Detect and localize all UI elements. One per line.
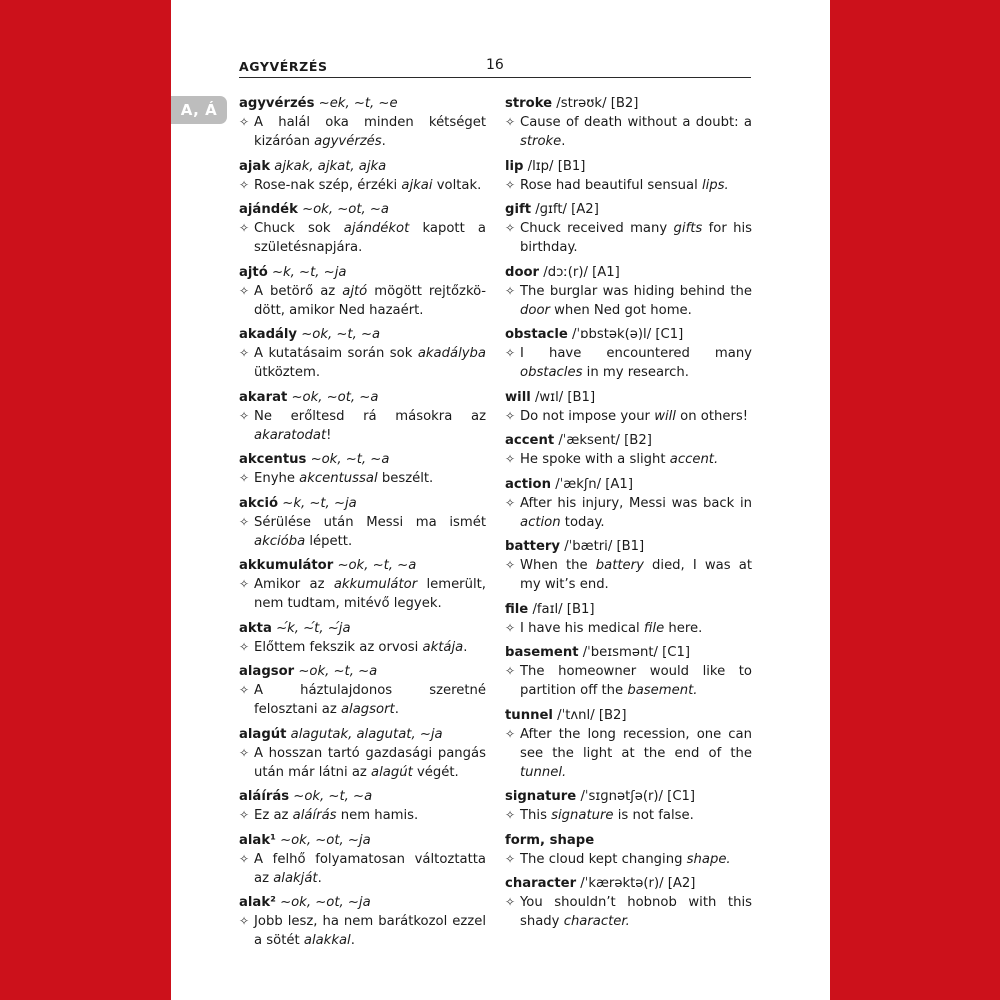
inflection-forms: ~ok, ~t, ~a bbox=[294, 664, 378, 679]
pronunciation-level: /ˈbætri/ [B1] bbox=[560, 539, 645, 554]
entry-headline bbox=[239, 893, 486, 912]
headword: battery bbox=[505, 539, 560, 554]
example-sentence bbox=[505, 113, 752, 151]
headword: alagút bbox=[239, 726, 287, 742]
headword: aláírás bbox=[239, 789, 290, 804]
example-text: Előttem fekszik az orvosi bbox=[254, 639, 423, 655]
dictionary-entry-accent bbox=[505, 431, 752, 469]
example-sentence bbox=[505, 282, 752, 320]
headword: door bbox=[505, 264, 540, 280]
entry-headline bbox=[505, 643, 752, 662]
example-keyword: agyvérzés bbox=[314, 134, 382, 149]
example-sentence bbox=[505, 850, 752, 869]
example-text: in my research. bbox=[582, 365, 689, 380]
example-sentence bbox=[505, 344, 752, 382]
pronunciation-level: /ˈækʃn/ [A1] bbox=[551, 476, 633, 492]
example-text: Ez az bbox=[254, 808, 293, 823]
example-text: Sérülése után Messi ma ismét bbox=[254, 514, 486, 530]
example-sentence bbox=[239, 681, 486, 719]
entry-headline bbox=[505, 157, 752, 176]
headword: akkumulátor bbox=[239, 558, 334, 573]
example-text: when Ned got home. bbox=[549, 302, 692, 318]
entry-headline bbox=[239, 263, 486, 282]
example-text: A betörő az bbox=[254, 283, 343, 299]
example-keyword: akkumulátor bbox=[333, 577, 418, 592]
entry-headline bbox=[505, 431, 752, 450]
pronunciation-level: /ˈkærəktə(r)/ [A2] bbox=[576, 876, 696, 891]
inflection-forms: ~k, ~t, ~ja bbox=[278, 495, 357, 511]
example-sentence bbox=[505, 893, 752, 931]
example-sentence bbox=[239, 638, 486, 657]
example-text: Enyhe bbox=[254, 471, 300, 486]
page-number: 16 bbox=[486, 57, 504, 73]
sparkle-bullet-icon: ✧ bbox=[505, 558, 516, 572]
headword: alagsor bbox=[239, 664, 295, 679]
example-sentence bbox=[239, 282, 486, 320]
example-keyword: lips. bbox=[701, 177, 729, 193]
example-keyword: akcióba bbox=[254, 533, 306, 549]
entry-headline bbox=[505, 600, 752, 619]
example-text: A felhő folyamatosan változtatta az bbox=[254, 851, 486, 886]
headword: ajak bbox=[239, 158, 271, 174]
entry-headline bbox=[505, 537, 752, 556]
entry-headline bbox=[239, 787, 486, 806]
example-sentence bbox=[239, 806, 486, 825]
example-text: Chuck received many bbox=[520, 221, 674, 236]
sparkle-bullet-icon: ✧ bbox=[505, 283, 516, 298]
inflection-forms: ~ek, ~t, ~e bbox=[314, 96, 398, 111]
entry-headline bbox=[505, 787, 752, 806]
sparkle-bullet-icon: ✧ bbox=[505, 726, 516, 741]
example-sentence bbox=[239, 176, 486, 195]
sparkle-bullet-icon: ✧ bbox=[239, 577, 250, 591]
example-text: A halál oka minden kétséget kizáróan bbox=[254, 115, 486, 149]
headword: basement bbox=[505, 645, 579, 660]
entry-headline bbox=[239, 831, 486, 850]
example-sentence bbox=[505, 450, 752, 469]
sparkle-bullet-icon: ✧ bbox=[239, 471, 250, 485]
example-keyword: aláírás bbox=[292, 808, 337, 823]
entry-headline bbox=[505, 388, 752, 407]
example-keyword: basement. bbox=[627, 683, 698, 698]
sparkle-bullet-icon: ✧ bbox=[505, 177, 516, 192]
headword: alak¹ bbox=[239, 832, 276, 848]
dictionary-entry-tunnel bbox=[505, 706, 752, 782]
example-text: You shouldn’t hobnob with this shady bbox=[520, 895, 752, 929]
entry-headline bbox=[505, 475, 752, 494]
headword: action bbox=[505, 476, 551, 492]
example-sentence bbox=[239, 850, 486, 888]
example-sentence bbox=[239, 513, 486, 551]
example-text: A háztulajdonos szeretné felosztani az bbox=[254, 683, 486, 717]
inflection-forms: ~ok, ~ot, ~a bbox=[297, 202, 390, 217]
headword: ajándék bbox=[239, 202, 298, 217]
example-text: voltak. bbox=[432, 177, 482, 193]
dictionary-entry-akkumulator bbox=[239, 556, 486, 613]
headword: accent bbox=[505, 433, 555, 448]
example-keyword: will bbox=[654, 408, 676, 424]
example-keyword: stroke bbox=[520, 134, 562, 149]
entry-headline bbox=[239, 725, 486, 744]
example-text: . bbox=[317, 870, 322, 886]
inflection-forms: ~ok, ~ot, ~a bbox=[287, 389, 379, 405]
dictionary-entry-akarat bbox=[239, 388, 486, 445]
dictionary-entry-basement bbox=[505, 643, 752, 700]
dictionary-entry-alak2 bbox=[239, 893, 486, 950]
english-column bbox=[505, 94, 752, 937]
dictionary-entry-gift bbox=[505, 200, 752, 257]
pronunciation-level: /ɡɪft/ [A2] bbox=[531, 202, 599, 217]
sparkle-bullet-icon: ✧ bbox=[239, 639, 250, 654]
example-text: The homeowner would like to partition off the bbox=[520, 664, 752, 698]
dictionary-entry-alairas bbox=[239, 787, 486, 825]
example-text: Do not impose your bbox=[520, 408, 655, 424]
entry-headline bbox=[239, 450, 486, 469]
example-sentence bbox=[505, 494, 752, 532]
example-sentence bbox=[239, 744, 486, 782]
example-keyword: akaratodat bbox=[254, 427, 327, 443]
entry-headline bbox=[505, 94, 752, 113]
entry-headline bbox=[239, 388, 486, 407]
entry-headline bbox=[239, 157, 486, 176]
dictionary-entry-alak1 bbox=[239, 831, 486, 888]
dictionary-entry-akadaly bbox=[239, 325, 486, 382]
example-text: ! bbox=[326, 427, 332, 443]
example-text: Ne erőltesd rá másokra az bbox=[254, 408, 486, 424]
dictionary-entry-door bbox=[505, 263, 752, 320]
headword: alak² bbox=[239, 895, 276, 910]
sparkle-bullet-icon: ✧ bbox=[505, 664, 516, 678]
pronunciation-level: /lɪp/ [B1] bbox=[523, 158, 586, 174]
sparkle-bullet-icon: ✧ bbox=[239, 115, 250, 129]
entry-headline bbox=[239, 325, 486, 344]
sparkle-bullet-icon: ✧ bbox=[505, 620, 516, 635]
dictionary-entry-agyverzes bbox=[239, 94, 486, 151]
example-text: When the bbox=[520, 558, 596, 573]
inflection-forms: ~ok, ~t, ~a bbox=[297, 327, 381, 342]
dictionary-entry-akcio bbox=[239, 494, 486, 551]
dictionary-entry-stroke bbox=[505, 94, 752, 151]
sparkle-bullet-icon: ✧ bbox=[505, 495, 516, 510]
example-sentence bbox=[505, 806, 752, 825]
sparkle-bullet-icon: ✧ bbox=[239, 221, 250, 235]
inflection-forms: ~ok, ~ot, ~ja bbox=[275, 895, 371, 910]
headword: ajtó bbox=[239, 264, 268, 280]
inflection-forms: ~ok, ~ot, ~ja bbox=[275, 832, 371, 848]
headword: stroke bbox=[505, 96, 553, 111]
entry-headline bbox=[239, 200, 486, 219]
hungarian-column bbox=[239, 94, 486, 956]
example-keyword: akadályba bbox=[417, 346, 486, 361]
example-keyword: alagsort bbox=[340, 702, 395, 717]
entry-headline bbox=[505, 200, 752, 219]
headword: will bbox=[505, 389, 531, 405]
entry-headline bbox=[505, 325, 752, 344]
pronunciation-level: /ˈɒbstək(ə)l/ [C1] bbox=[567, 327, 684, 342]
sparkle-bullet-icon: ✧ bbox=[239, 851, 250, 866]
example-keyword: alakját bbox=[273, 870, 318, 886]
example-text: nem hamis. bbox=[336, 808, 419, 823]
dictionary-entry-ajto bbox=[239, 263, 486, 320]
entry-headline bbox=[239, 619, 486, 638]
example-keyword: ajkai bbox=[401, 177, 433, 193]
inflection-forms: ~ok, ~t, ~a bbox=[289, 789, 373, 804]
example-text: is not false. bbox=[613, 808, 694, 823]
entry-headline bbox=[505, 263, 752, 282]
example-keyword: aktája bbox=[422, 639, 464, 655]
headword: gift bbox=[505, 202, 532, 217]
example-sentence bbox=[239, 407, 486, 445]
headword: lip bbox=[505, 158, 524, 174]
example-keyword: ajtó bbox=[342, 283, 368, 299]
headword: tunnel bbox=[505, 707, 553, 723]
entry-headline bbox=[239, 662, 486, 681]
example-text: . bbox=[394, 702, 399, 717]
entry-headline bbox=[505, 874, 752, 893]
dictionary-entry-will bbox=[505, 388, 752, 426]
headword: akadály bbox=[239, 327, 298, 342]
sparkle-bullet-icon: ✧ bbox=[239, 408, 250, 423]
example-keyword: door bbox=[520, 302, 550, 318]
example-text: lépett. bbox=[305, 533, 353, 549]
pronunciation-level: /ˈsɪɡnətʃə(r)/ [C1] bbox=[576, 789, 696, 804]
dictionary-entry-action bbox=[505, 475, 752, 532]
example-keyword: alakkal bbox=[303, 933, 351, 948]
sparkle-bullet-icon: ✧ bbox=[505, 452, 516, 466]
example-text: After the long recession, one can see the light at the end of the bbox=[520, 726, 752, 761]
dictionary-entry-form-shape bbox=[505, 831, 752, 869]
dictionary-entry-ajak bbox=[239, 157, 486, 195]
example-sentence bbox=[239, 344, 486, 382]
dictionary-page bbox=[171, 0, 830, 1000]
dictionary-entry-akcentus bbox=[239, 450, 486, 488]
example-text: Rose had beautiful sensual bbox=[520, 177, 702, 193]
example-text: beszélt. bbox=[377, 471, 434, 486]
example-text: . bbox=[561, 134, 566, 149]
entry-headline bbox=[239, 556, 486, 575]
example-text: on others! bbox=[675, 408, 749, 424]
example-sentence bbox=[239, 219, 486, 257]
sparkle-bullet-icon: ✧ bbox=[239, 745, 250, 760]
example-keyword: action bbox=[520, 514, 561, 530]
example-keyword: ajándékot bbox=[343, 221, 410, 236]
headword: character bbox=[505, 876, 577, 891]
example-text: mögött rejtőzködött, amikor Ned hazaért. bbox=[254, 283, 486, 318]
pronunciation-level: /ˈtʌnl/ [B2] bbox=[552, 707, 627, 723]
example-keyword: alagút bbox=[371, 764, 413, 780]
headword: akarat bbox=[239, 389, 288, 405]
example-text: died, I was at my wit’s end. bbox=[520, 558, 752, 592]
entry-headline bbox=[239, 94, 486, 113]
letter-tab: A, Á bbox=[171, 96, 227, 124]
pronunciation-level: /dɔː(r)/ [A1] bbox=[539, 264, 620, 280]
sparkle-bullet-icon: ✧ bbox=[505, 408, 516, 423]
dictionary-entry-alagut bbox=[239, 725, 486, 782]
example-text: végét. bbox=[412, 764, 459, 780]
sparkle-bullet-icon: ✧ bbox=[239, 514, 250, 529]
inflection-forms: ajkak, ajkat, ajka bbox=[270, 158, 387, 174]
example-text: Chuck sok bbox=[254, 221, 344, 236]
entry-headline bbox=[239, 494, 486, 513]
sparkle-bullet-icon: ✧ bbox=[239, 683, 250, 697]
headword: form, shape bbox=[505, 832, 595, 848]
example-sentence bbox=[239, 912, 486, 950]
example-text: A kutatásaim során sok bbox=[254, 346, 418, 361]
sparkle-bullet-icon: ✧ bbox=[505, 221, 516, 235]
example-text: . bbox=[463, 639, 468, 655]
example-text: today. bbox=[560, 514, 605, 530]
example-text: Amikor az bbox=[254, 577, 334, 592]
headword: akcentus bbox=[239, 452, 307, 467]
example-text: kapott a születésnapjára. bbox=[254, 221, 486, 255]
entry-headline bbox=[505, 706, 752, 725]
sparkle-bullet-icon: ✧ bbox=[505, 808, 516, 822]
running-head: AGYVÉRZÉS bbox=[239, 59, 328, 74]
example-keyword: gifts bbox=[673, 221, 703, 236]
example-text: The cloud kept changing bbox=[520, 851, 687, 867]
sparkle-bullet-icon: ✧ bbox=[505, 895, 516, 909]
example-sentence bbox=[505, 662, 752, 700]
pronunciation-level: /faɪl/ [B1] bbox=[528, 601, 595, 617]
sparkle-bullet-icon: ✧ bbox=[505, 346, 516, 360]
example-keyword: file bbox=[643, 620, 665, 636]
dictionary-entry-file bbox=[505, 600, 752, 638]
dictionary-entry-akta bbox=[239, 619, 486, 657]
pronunciation-level: /ˈbeɪsmənt/ [C1] bbox=[578, 645, 691, 660]
inflection-forms: ~k, ~t, ~ja bbox=[267, 264, 347, 280]
inflection-forms: alagutak, alagutat, ~ja bbox=[286, 726, 443, 742]
example-sentence bbox=[239, 469, 486, 488]
inflection-forms: ~ok, ~t, ~a bbox=[333, 558, 417, 573]
example-sentence bbox=[505, 619, 752, 638]
example-keyword: akcentussal bbox=[299, 471, 378, 486]
example-sentence bbox=[239, 113, 486, 151]
example-text: I have encountered many bbox=[520, 346, 752, 361]
sparkle-bullet-icon: ✧ bbox=[505, 851, 516, 866]
dictionary-entry-alagsor bbox=[239, 662, 486, 719]
example-keyword: shape. bbox=[686, 851, 731, 867]
example-text: . bbox=[381, 134, 386, 149]
example-keyword: tunnel. bbox=[520, 764, 567, 780]
example-text: . bbox=[350, 933, 355, 948]
example-text: A hosszan tartó gazdasági pangás után már látni az bbox=[254, 745, 486, 780]
headword: file bbox=[505, 601, 529, 617]
dictionary-entry-character bbox=[505, 874, 752, 931]
sparkle-bullet-icon: ✧ bbox=[239, 808, 250, 822]
example-keyword: signature bbox=[551, 808, 614, 823]
dictionary-entry-ajandek bbox=[239, 200, 486, 257]
headword: signature bbox=[505, 789, 577, 804]
example-keyword: character. bbox=[563, 914, 630, 929]
example-text: He spoke with a slight bbox=[520, 452, 670, 467]
sparkle-bullet-icon: ✧ bbox=[239, 914, 250, 928]
sparkle-bullet-icon: ✧ bbox=[505, 115, 516, 129]
example-keyword: obstacles bbox=[520, 365, 583, 380]
headword: agyvérzés bbox=[239, 96, 315, 111]
sparkle-bullet-icon: ✧ bbox=[239, 283, 250, 298]
example-text: Cause of death without a doubt: a bbox=[520, 115, 752, 130]
headword: obstacle bbox=[505, 327, 568, 342]
pronunciation-level: /wɪl/ [B1] bbox=[530, 389, 596, 405]
pronunciation-level: /strəʊk/ [B2] bbox=[552, 96, 639, 111]
dictionary-entry-obstacle bbox=[505, 325, 752, 382]
pronunciation-level: /ˈæksent/ [B2] bbox=[554, 433, 652, 448]
example-sentence bbox=[505, 725, 752, 782]
example-text: After his injury, Messi was back in bbox=[520, 495, 752, 511]
header-rule bbox=[239, 77, 751, 78]
dictionary-entry-signature bbox=[505, 787, 752, 825]
example-text: Jobb lesz, ha nem barátkozol ezzel a sötét bbox=[254, 914, 486, 948]
headword: akció bbox=[239, 495, 279, 511]
dictionary-entry-lip bbox=[505, 157, 752, 195]
example-text: I have his medical bbox=[520, 620, 644, 636]
example-keyword: accent. bbox=[669, 452, 719, 467]
example-text: The burglar was hiding behind the bbox=[520, 283, 752, 299]
entry-headline bbox=[505, 831, 752, 850]
inflection-forms: ~́k, ~́t, ~́ja bbox=[271, 620, 351, 636]
example-sentence bbox=[239, 575, 486, 613]
sparkle-bullet-icon: ✧ bbox=[239, 346, 250, 360]
example-text: here. bbox=[664, 620, 703, 636]
example-sentence bbox=[505, 219, 752, 257]
example-sentence bbox=[505, 176, 752, 195]
example-keyword: battery bbox=[595, 558, 644, 573]
dictionary-entry-battery bbox=[505, 537, 752, 594]
example-text: for his birthday. bbox=[520, 221, 752, 255]
example-text: Rose-nak szép, érzéki bbox=[254, 177, 402, 193]
example-text: ütköztem. bbox=[254, 365, 321, 380]
headword: akta bbox=[239, 620, 272, 636]
sparkle-bullet-icon: ✧ bbox=[239, 177, 250, 192]
example-sentence bbox=[505, 556, 752, 594]
example-sentence bbox=[505, 407, 752, 426]
example-text: lemerült, nem tudtam, mitévő legyek. bbox=[254, 577, 486, 611]
example-text: This bbox=[520, 808, 552, 823]
inflection-forms: ~ok, ~t, ~a bbox=[306, 452, 390, 467]
